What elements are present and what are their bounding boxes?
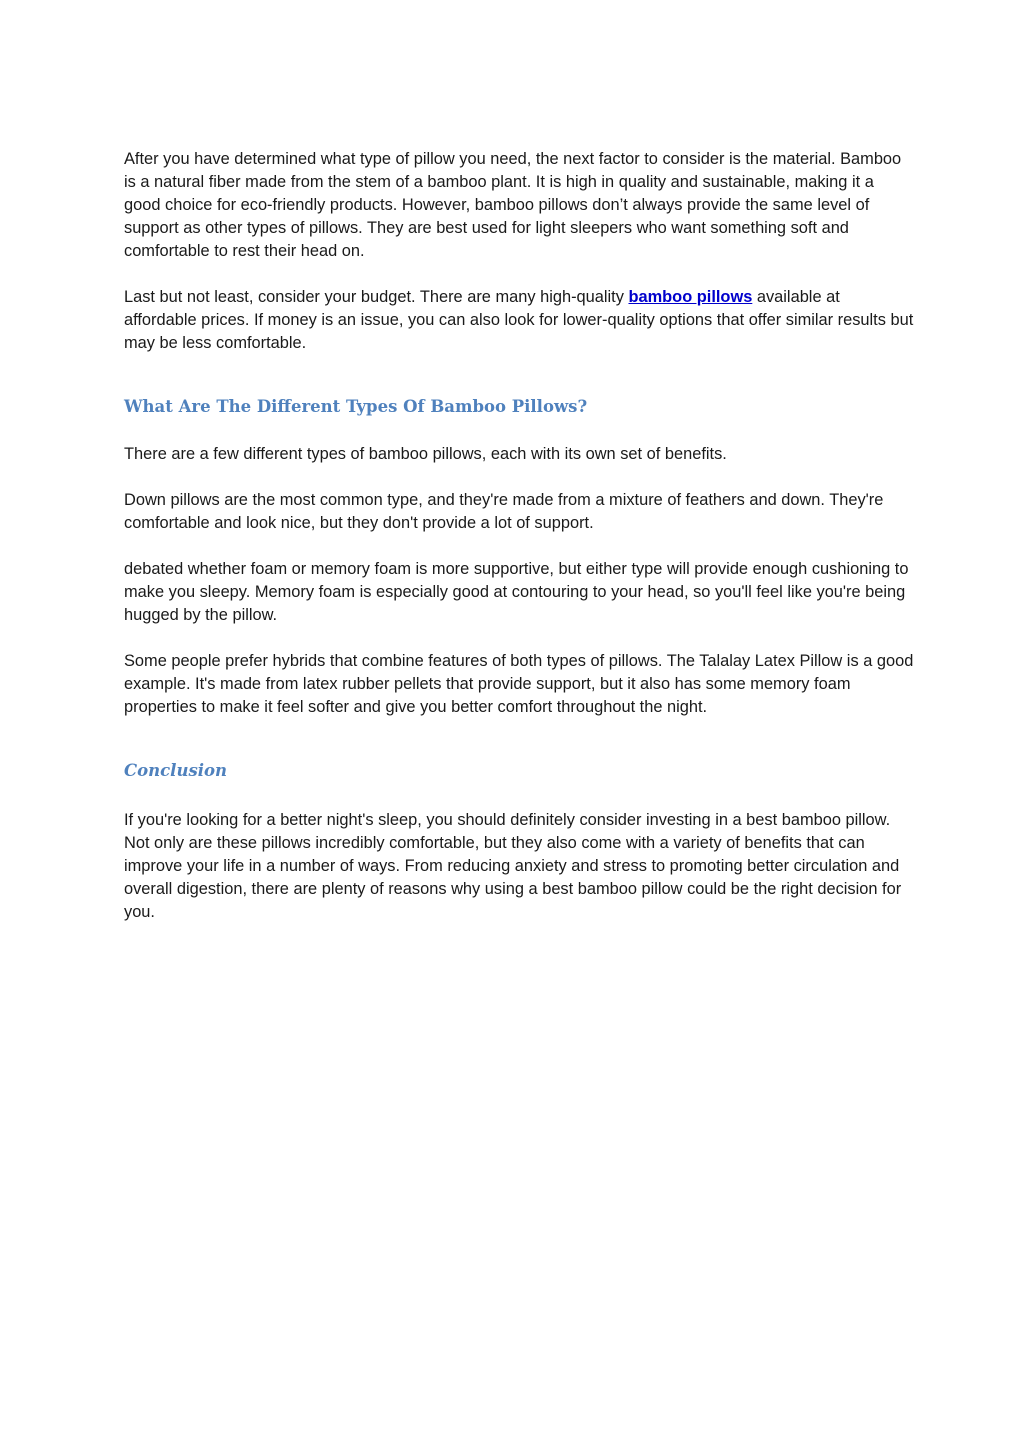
paragraph-hybrids: Some people prefer hybrids that combine features of both types of pillows. The Talalay Latex Pillow is a good example. It's made from latex rubber pellets that provide support, but it also has some memory foam properties to make it feel softer and give you better comfort throughout the night. [124, 652, 914, 716]
paragraph-foam: debated whether foam or memory foam is more supportive, but either type will provide enough cushioning to make you sleepy. Memory foam is especially good at contouring to your head, so you'll feel like you're being hugged by the pillow. [124, 560, 909, 624]
bamboo-pillows-link[interactable]: bamboo pillows [628, 288, 753, 306]
heading-conclusion: Conclusion [124, 761, 228, 780]
paragraph-conclusion: If you're looking for a better night's sleep, you should definitely consider investing in a best bamboo pillow. Not only are these pillows incredibly comfortable, but they also come with a variety of benefits that can improve your life in a number of ways. From reducing anxiety and stress to promoting better circulation and overall digestion, there are plenty of reasons why using a best bamboo pillow could be the right decision for you. [124, 811, 902, 921]
paragraph-budget [124, 286, 914, 355]
paragraph-down-pillows: Down pillows are the most common type, and they're made from a mixture of feathers and down. They're comfortable and look nice, but they don't provide a lot of support. [124, 491, 884, 532]
paragraph-material: After you have determined what type of pillow you need, the next factor to consider is the material. Bamboo is a natural fiber made from the stem of a bamboo plant. It is high in quality and sustainable, making it a good choice for eco-friendly products. However, bamboo pillows don’t always provide the same level of support as other types of pillows. They are best used for light sleepers who want something soft and comfortable to rest their head on. [124, 150, 902, 260]
paragraph-types-intro: There are a few different types of bamboo pillows, each with its own set of benefits. [124, 445, 727, 463]
heading-different-types: What Are The Different Types Of Bamboo Pillows? [124, 397, 588, 416]
paragraph-budget-before-link: Last but not least, consider your budget. There are many high-quality [124, 288, 629, 306]
document-body [124, 148, 914, 924]
paragraph-budget-after-link: available at affordable prices. If money is an issue, you can also look for lower-quality options that offer similar results but may be less comfortable. [124, 288, 914, 352]
